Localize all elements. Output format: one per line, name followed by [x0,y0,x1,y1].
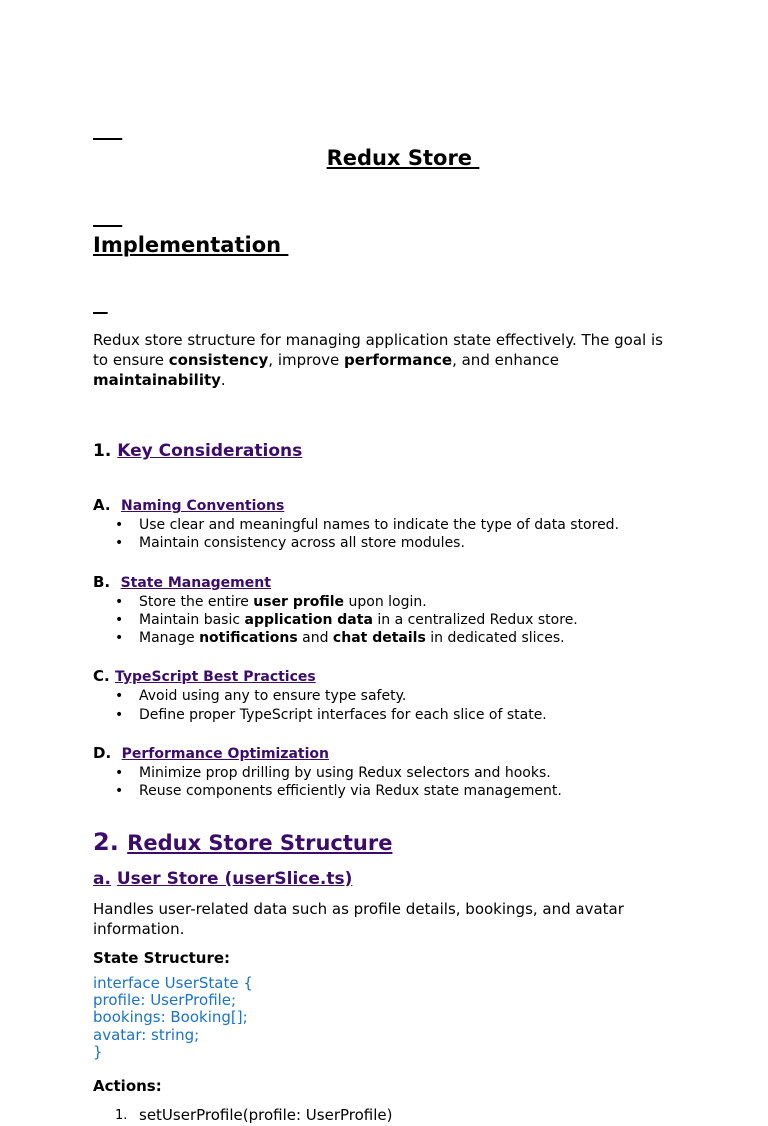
bullet-item [93,764,673,782]
bullet-item [93,706,673,724]
subsection-heading [93,667,673,687]
bullet-bold-text: application data [244,611,373,628]
bullet-text: Reuse components efficiently via Redux state management. [139,783,562,800]
subsection-heading [93,496,673,516]
bullet-text: in a centralized Redux store. [372,611,578,628]
intro-text: . [220,371,226,389]
bullet-bold-text: notifications [199,630,298,647]
bullet-text: in dedicated slices. [425,630,565,647]
action-item [93,1105,673,1125]
bullet-item [93,782,673,800]
subsection-title-link[interactable]: Naming Conventions [121,498,285,514]
bullet-list [93,687,673,724]
intro-text: , improve [268,351,345,369]
bullet-item [93,687,673,705]
bullet-list [93,516,673,553]
subsection-a-title-link[interactable]: User Store (userSlice.ts) [116,868,353,889]
title-line-1: Redux Store [326,146,480,170]
action-text: setUserProfile(profile: UserProfile) [139,1106,393,1125]
intro-bold-text: maintainability [93,371,221,389]
subsection-letter: B. [93,572,121,591]
section-2-heading [93,829,673,856]
subsection-title-link[interactable]: State Management [120,574,271,591]
bullet-text: Manage [139,630,200,647]
document-page [93,86,673,1125]
bullet-text: Maintain consistency across all store modules. [139,535,465,552]
section-1-heading [93,440,673,462]
subsection-letter: C. [93,667,115,686]
subsection-heading [93,744,673,764]
intro-paragraph [93,330,673,390]
bullet-item [93,593,673,611]
intro-bold-text: consistency [168,351,269,369]
section-2-title-link[interactable]: Redux Store Structure [127,830,393,855]
section-1-number: 1. [93,441,118,461]
bullet-text: Use clear and meaningful names to indicate the type of data stored. [139,517,620,533]
section-2-number: 2. [93,827,128,856]
actions-label: Actions: [93,1077,162,1096]
section-1-subsections [93,496,673,801]
user-store-description: Handles user-related data such as profile details, bookings, and avatar information. [93,899,624,939]
bullet-item [93,534,673,552]
subsection-title-link[interactable]: Performance Optimization [121,746,330,763]
title-line-2: Implementation [93,233,289,257]
actions-list [93,1105,673,1125]
bullet-text: Minimize prop drilling by using Redux selectors and hooks. [139,765,551,782]
code-line: bookings: Booking[]; [93,1008,248,1027]
code-line: avatar: string; [93,1025,200,1044]
subsection-letter: D. [93,744,122,763]
bullet-item [93,611,673,629]
subsection-title-link[interactable]: TypeScript Best Practices [114,669,316,686]
bullet-text: Maintain basic [139,611,245,628]
bullet-text: Avoid using any to ensure type safety. [139,688,407,705]
bullet-list [93,593,673,648]
bullet-text: and [297,630,333,647]
document-title [93,86,673,318]
action-number: 1. [115,1108,128,1124]
code-line: interface UserState { [93,973,253,992]
bullet-item [93,629,673,647]
intro-text: , and enhance [452,351,560,369]
bullet-text: Define proper TypeScript interfaces for each slice of state. [139,706,547,723]
bullet-text: Store the entire [139,593,254,610]
bullet-bold-text: chat details [332,630,426,647]
code-line: } [93,1042,103,1061]
subsection-letter: A. [93,496,122,514]
code-line: profile: UserProfile; [93,990,237,1009]
intro-text: Redux store structure for managing application state effectively. The goal is to ensure [93,331,663,369]
state-structure-label: State Structure: [93,948,231,967]
bullet-bold-text: user profile [253,593,345,610]
subsection-a-heading [93,868,673,890]
bullet-list [93,764,673,801]
intro-bold-text: performance [344,351,453,369]
state-structure-code [93,975,673,1061]
section-1-title-link[interactable]: Key Considerations [117,441,303,461]
subsection-a-letter-link[interactable]: a. [93,868,111,889]
bullet-item [93,516,673,534]
subsection-heading [93,573,673,593]
bullet-text: upon login. [344,593,427,610]
